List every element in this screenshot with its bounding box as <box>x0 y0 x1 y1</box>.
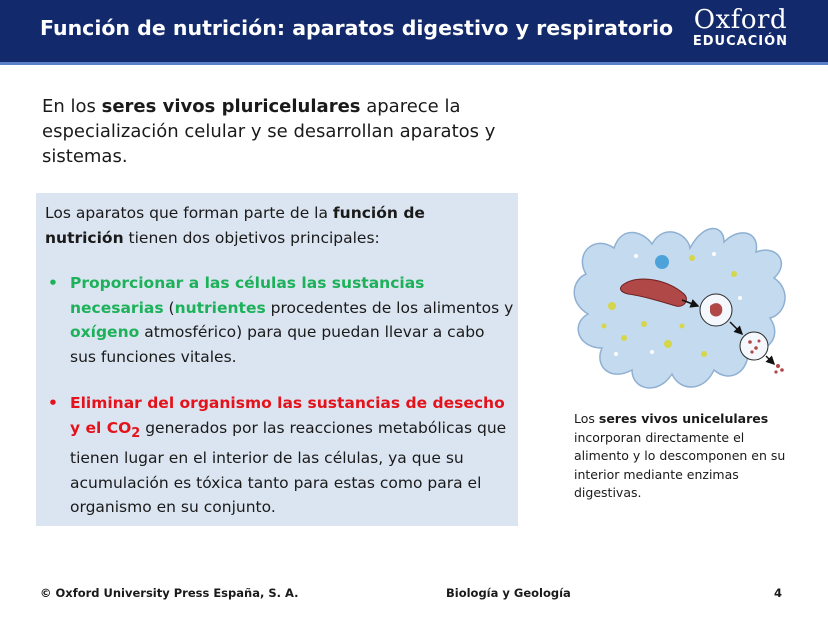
oxygen-highlight: oxígeno <box>70 323 140 341</box>
vacuole-2 <box>740 332 768 360</box>
header-bar <box>0 0 828 65</box>
logo-subtitle: EDUCACIÓN <box>692 34 788 49</box>
caption-text-2: incorporan directamente el alimento y lo descomponen en su interior mediante enzimas digestivas. <box>574 429 786 500</box>
co2-subscript: 2 <box>131 425 141 441</box>
footer-subject: Biología y Geología <box>446 586 571 600</box>
intro-bold: seres vivos pluricelulares <box>101 96 361 117</box>
bullet-icon: • <box>48 394 58 412</box>
objective-text-eliminate: generados por las reacciones metabólicas que tienen lugar en el interior de las células, ya que su acumulación es tóxica tanto para estas como para el organismo en su conjunto. <box>70 418 507 517</box>
objectives-panel <box>36 193 518 526</box>
page-title: Función de nutrición: aparatos digestivo y respiratorio <box>40 16 674 40</box>
footer-copyright: © Oxford University Press España, S. A. <box>40 586 299 600</box>
caption-text-1: Los <box>574 411 599 426</box>
panel-intro-bold: función de nutrición <box>45 204 425 247</box>
objective-text-b: procedentes de los alimentos y <box>265 298 514 317</box>
objectives-list <box>44 271 514 520</box>
panel-intro-text-1: Los aparatos que forman parte de la <box>45 204 333 222</box>
amoeba-image <box>564 214 796 400</box>
digesting-food <box>710 303 722 316</box>
panel-intro-text-2: tienen dos objetivos principales: <box>123 229 380 247</box>
objective-item-eliminate <box>44 391 514 520</box>
intro-paragraph <box>42 94 522 169</box>
nucleus <box>655 255 669 269</box>
objective-text-a: ( <box>163 298 175 317</box>
logo-wordmark: Oxford <box>693 5 788 35</box>
bullet-icon: • <box>48 274 58 292</box>
oxford-logo <box>693 6 788 50</box>
objective-text-c: atmosférico) para que puedan llevar a cabo sus funciones vitales. <box>70 323 485 366</box>
objective-heading-provide: Proporcionar a las células las sustancias necesarias <box>70 274 425 317</box>
panel-intro <box>45 201 505 251</box>
nutrients-highlight: nutrientes <box>174 298 266 317</box>
intro-text-2: aparece la especialización celular y se desarrollan aparatos y sistemas. <box>42 96 496 167</box>
figure-caption <box>574 410 802 503</box>
intro-text-1: En los <box>42 96 102 117</box>
amoeba-illustration <box>564 214 796 400</box>
caption-bold: seres vivos unicelulares <box>598 411 769 426</box>
objective-item-provide <box>44 271 514 369</box>
amoeba-body <box>574 228 785 388</box>
objective-heading-eliminate: Eliminar del organismo las sustancias de desecho y el CO <box>70 394 505 437</box>
page-number: 4 <box>774 586 783 600</box>
